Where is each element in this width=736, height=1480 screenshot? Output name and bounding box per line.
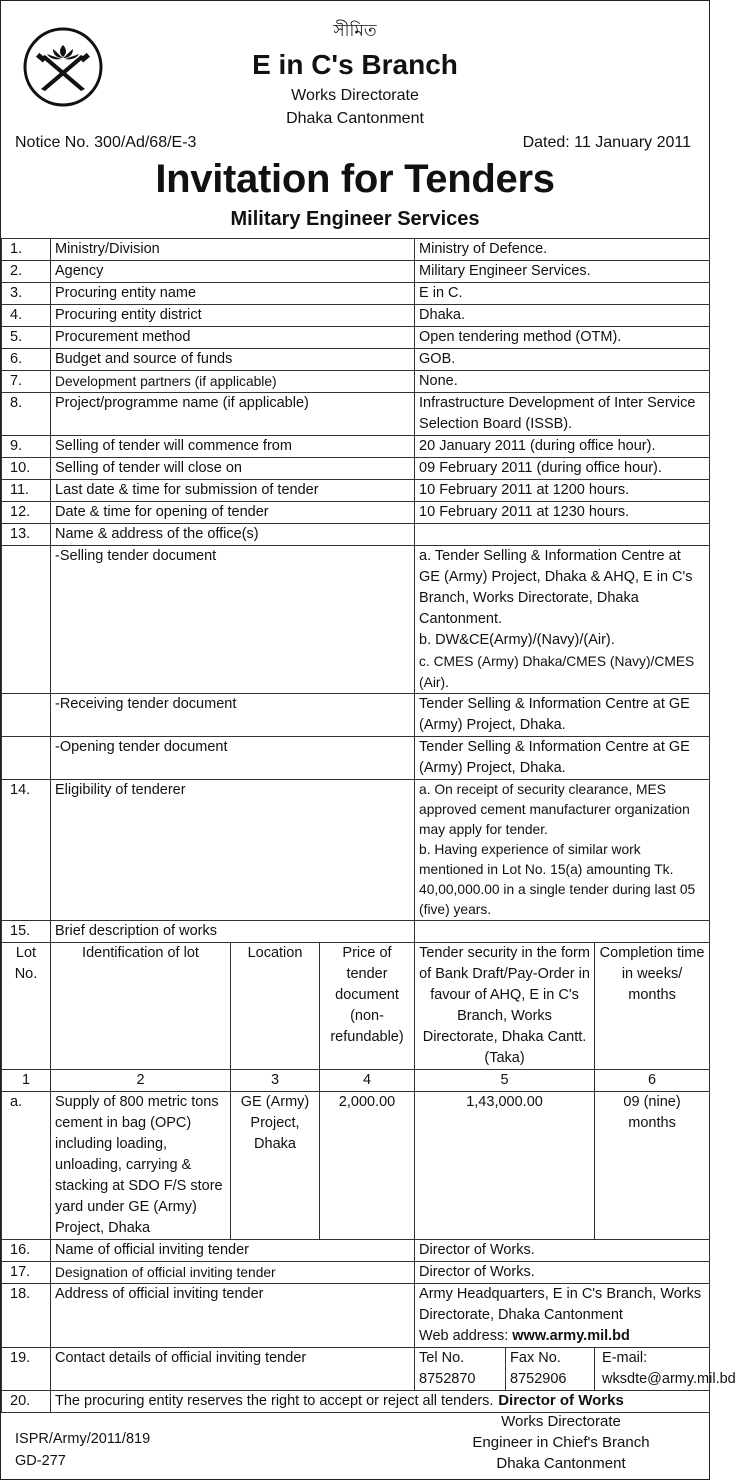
lot-column-numbers: 1 2 3 4 5 6	[2, 1070, 710, 1092]
table-row: 4. Procuring entity district Dhaka.	[2, 305, 710, 327]
table-row: 12. Date & time for opening of tender 10 February 2011 at 1230 hours.	[2, 502, 710, 524]
tender-table	[1, 238, 736, 1413]
table-row: -Opening tender document Tender Selling & Information Centre at GE (Army) Project, Dhaka.	[2, 737, 710, 780]
table-row: -Receiving tender document Tender Selling & Information Centre at GE (Army) Project, Dhaka.	[2, 694, 710, 737]
table-row: 9. Selling of tender will commence from 20 January 2011 (during office hour).	[2, 436, 710, 458]
table-row: 15. Brief description of works	[2, 921, 710, 943]
table-row: 14. Eligibility of tenderer a. On receipt of security clearance, MES approved cement manufacturer organization may apply for tender. b. Having experience of similar work mentioned in Lot No. 15(a) amounting Tk. 40,00,000.00 in a single tender during last 05 (five) years.	[2, 780, 710, 921]
directorate: Works Directorate	[291, 87, 419, 104]
location: Dhaka Cantonment	[286, 110, 424, 127]
table-row: 20. The procuring entity reserves the right to accept or reject all tenders.	[2, 1391, 710, 1413]
table-row: 18. Address of official inviting tender Army Headquarters, E in C's Branch, Works Directorate, Dhaka Cantonment Web address: www.army.mil.bd	[2, 1284, 710, 1348]
email-link[interactable]: wksdte@army.mil.bd	[602, 1371, 736, 1387]
table-row: 6. Budget and source of funds GOB.	[2, 349, 710, 371]
organization-title: E in C's Branch	[252, 49, 458, 80]
table-row: 11. Last date & time for submission of tender 10 February 2011 at 1200 hours.	[2, 480, 710, 502]
table-row: 3. Procuring entity name E in C.	[2, 283, 710, 305]
table-row: 19. Contact details of official inviting tender Tel No. 8752870 Fax No. 8752906 E-mail: wksdte@army.mil.bd	[2, 1348, 710, 1391]
table-row: -Selling tender document a. Tender Selling & Information Centre at GE (Army) Project, Dhaka & AHQ, E in C's Branch, Works Directorate, Dhaka Cantonment. b. DW&CE(Army)/(Navy)/(Air). c. CMES (Army) Dhaka/CMES (Navy)/CMES (Air).	[2, 546, 710, 694]
web-address-link[interactable]: www.army.mil.bd	[512, 1328, 630, 1344]
table-row: 10. Selling of tender will close on 09 February 2011 (during office hour).	[2, 458, 710, 480]
tel-number: 8752870	[419, 1371, 476, 1387]
notice-number: Notice No. 300/Ad/68/E-3	[15, 134, 197, 151]
table-row: 16. Name of official inviting tender Director of Works.	[2, 1240, 710, 1262]
table-row: 8. Project/programme name (if applicable) Infrastructure Development of Inter Service Selection Board (ISSB).	[2, 393, 710, 436]
page-subtitle: Military Engineer Services	[230, 208, 480, 230]
page-title: Invitation for Tenders	[155, 157, 555, 201]
table-row: 5. Procurement method Open tendering method (OTM).	[2, 327, 710, 349]
table-row: 1. Ministry/Division Ministry of Defence.	[2, 239, 710, 261]
signature-block: Director of Works Works Directorate Engineer in Chief's Branch Dhaka Cantonment	[472, 1392, 650, 1472]
table-row: 17. Designation of official inviting tender Director of Works.	[2, 1262, 710, 1284]
lot-header-row: Lot No. Identification of lot Location Price of tender document (non-refundable) Tender security in the form of Bank Draft/Pay-Order in favour of AHQ, E in C's Branch, Works Directorate, Dhaka Cantt. (Taka) Completion time in weeks/ months	[2, 943, 710, 1070]
fax-number: 8752906	[510, 1371, 567, 1387]
classification-mark: সীমিত	[333, 21, 377, 40]
ispr-reference: ISPR/Army/2011/819	[15, 1431, 151, 1447]
table-row: 2. Agency Military Engineer Services.	[2, 261, 710, 283]
table-row: 13. Name & address of the office(s)	[2, 524, 710, 546]
notice-date: Dated: 11 January 2011	[522, 134, 691, 151]
gd-reference: GD-277	[15, 1453, 66, 1469]
table-row: 7. Development partners (if applicable) None.	[2, 371, 710, 393]
lot-row: a. Supply of 800 metric tons cement in bag (OPC) including loading, unloading, carrying & stacking at SDO F/S store yard under GE (Army) Project, Dhaka GE (Army) Project, Dhaka 2,000.00 1,43,000.00 09 (nine) months	[2, 1092, 710, 1240]
